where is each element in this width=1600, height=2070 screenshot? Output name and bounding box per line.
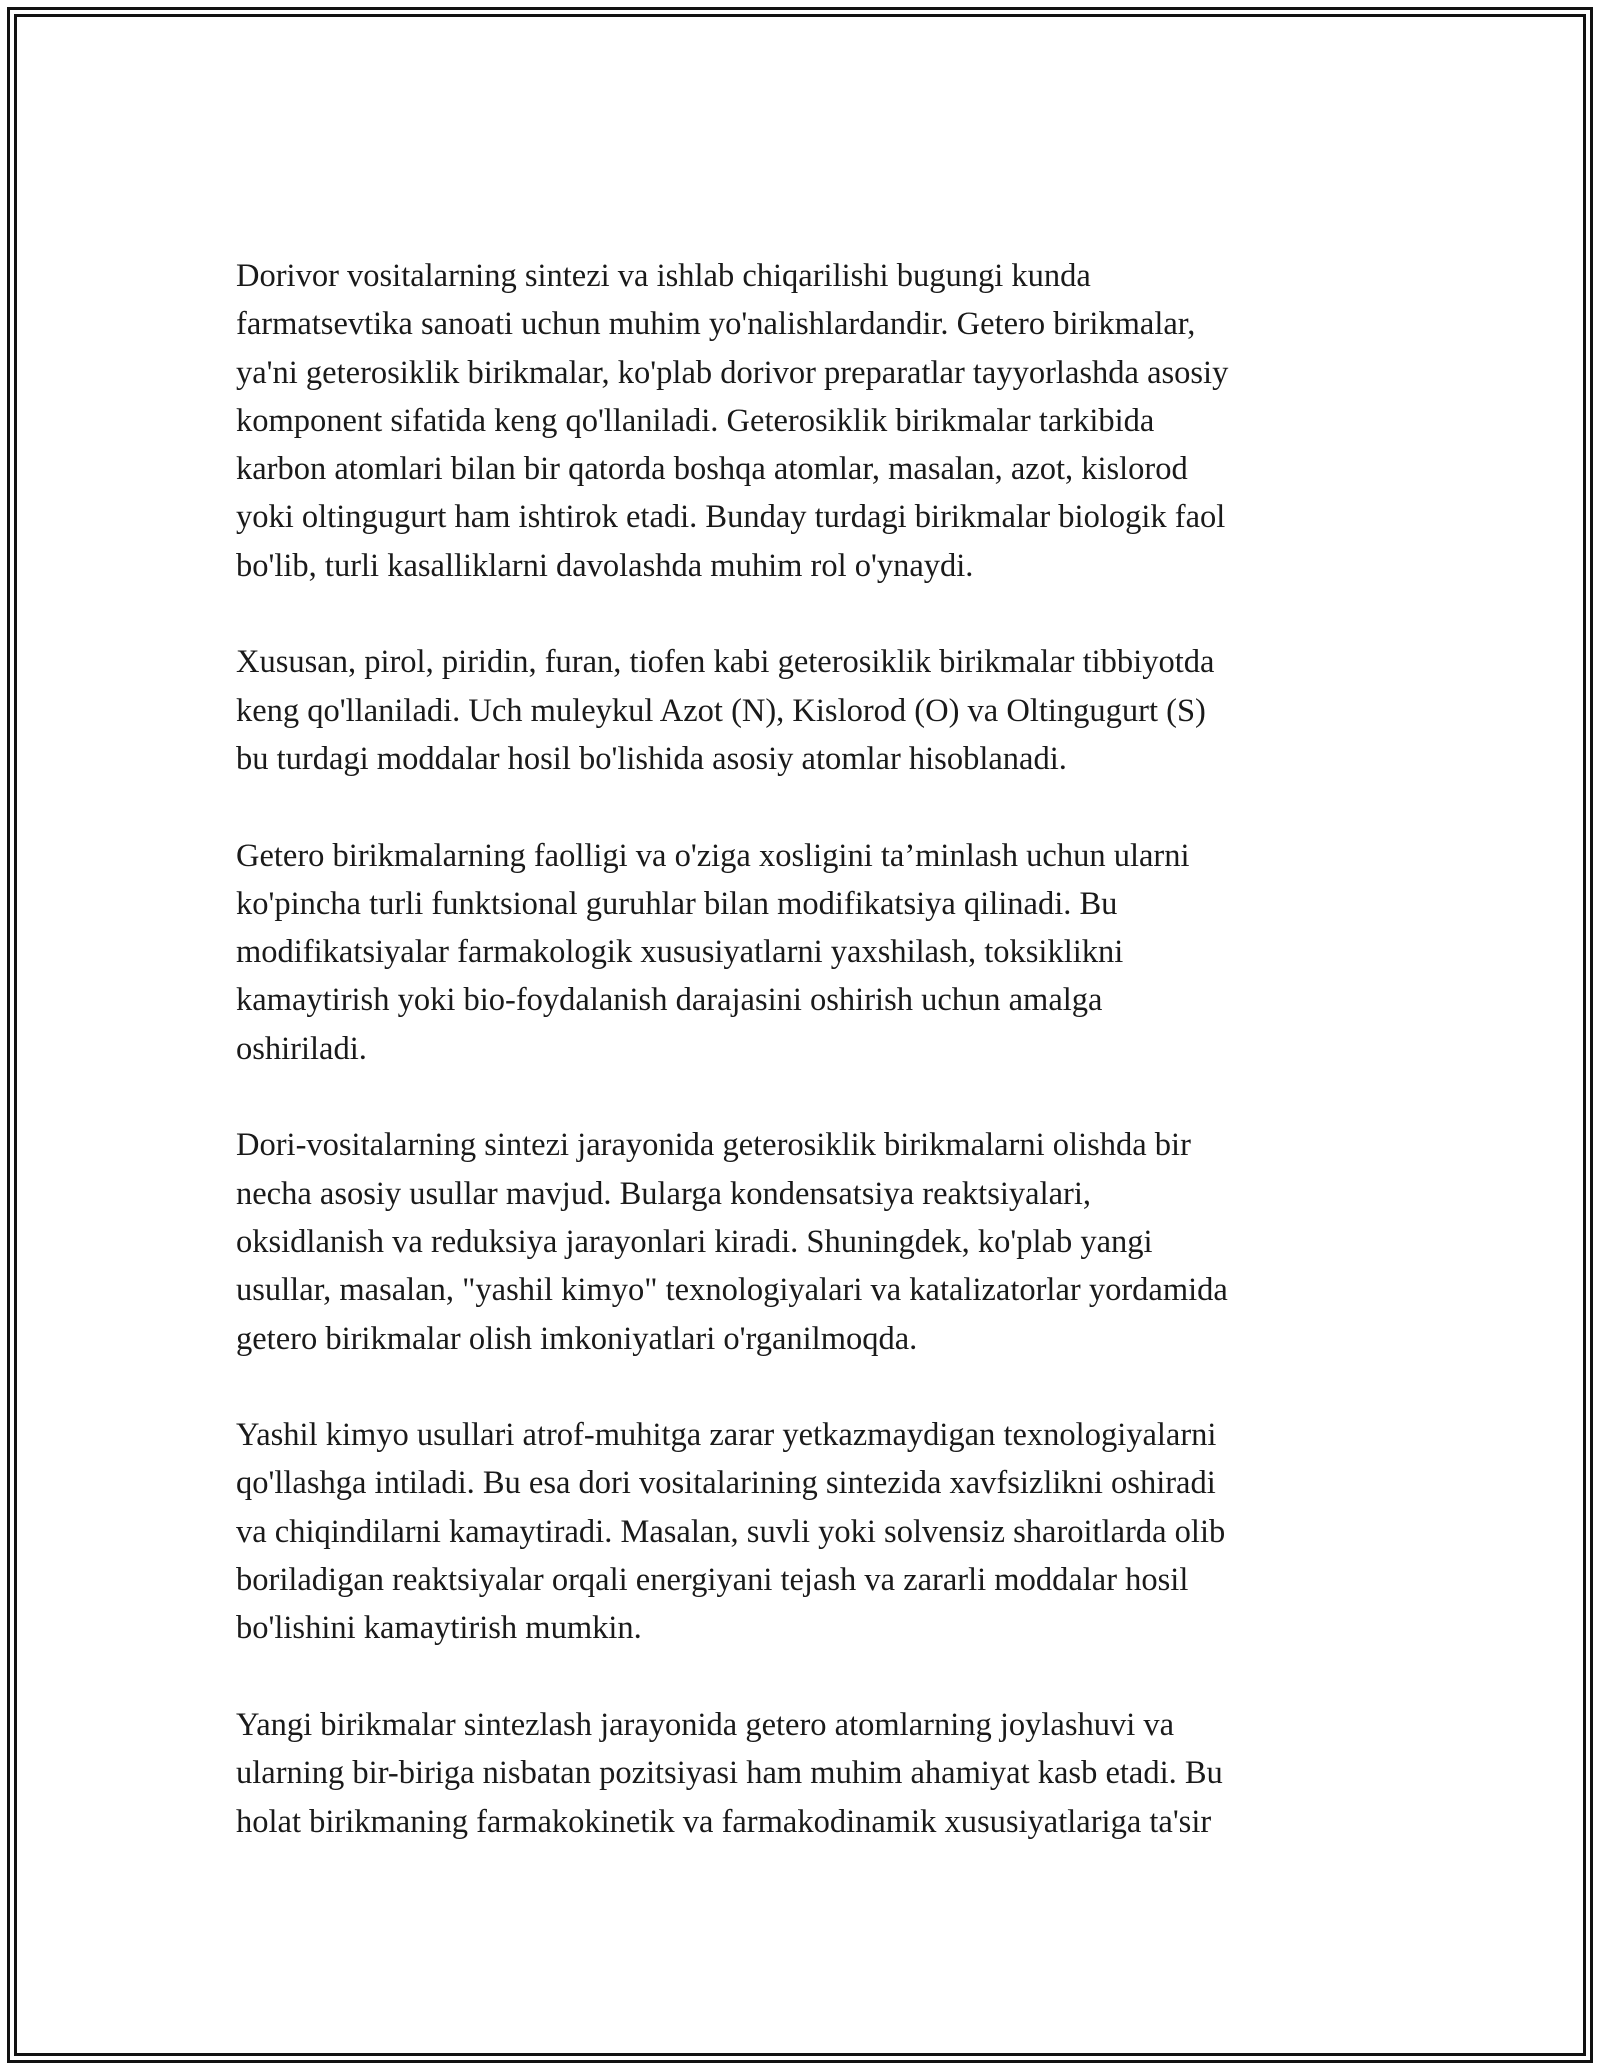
- text-line: ya'ni geterosiklik birikmalar, ko'plab dorivor preparatlar tayyorlashda asosiy: [236, 354, 1229, 391]
- text-line: kamaytirish yoki bio-foydalanish darajasini oshirish uchun amalga: [236, 982, 1103, 1019]
- paragraph-2: [236, 638, 1376, 783]
- text-line: ularning bir-biriga nisbatan pozitsiyasi ham muhim ahamiyat kasb etadi. Bu: [236, 1755, 1223, 1792]
- text-line: keng qo'llaniladi. Uch muleykul Azot (N), Kislorod (O) va Oltingugurt (S): [236, 692, 1206, 729]
- text-line: oksidlanish va reduksiya jarayonlari kiradi. Shuningdek, ko'plab yangi: [236, 1223, 1153, 1260]
- text-line: va chiqindilarni kamaytiradi. Masalan, suvli yoki solvensiz sharoitlarda olib: [236, 1513, 1226, 1550]
- text-line: ko'pincha turli funktsional guruhlar bilan modifikatsiya qilinadi. Bu: [236, 885, 1118, 922]
- text-line: karbon atomlari bilan bir qatorda boshqa atomlar, masalan, azot, kislorod: [236, 451, 1188, 488]
- text-line: getero birikmalar olish imkoniyatlari o'rganilmoqda.: [236, 1320, 918, 1357]
- text-line: Yangi birikmalar sintezlash jarayonida getero atomlarning joylashuvi va: [236, 1706, 1175, 1743]
- text-line: bu turdagi moddalar hosil bo'lishida asosiy atomlar hisoblanadi.: [236, 740, 1067, 777]
- text-line: farmatsevtika sanoati uchun muhim yo'nalishlardandir. Getero birikmalar,: [236, 306, 1196, 343]
- text-line: usullar, masalan, "yashil kimyo" texnologiyalari va katalizatorlar yordamida: [236, 1272, 1228, 1309]
- text-line: oshiriladi.: [236, 1030, 367, 1067]
- document-body: [236, 252, 1376, 1846]
- paragraph-3: [236, 832, 1376, 1073]
- text-line: Xususan, pirol, piridin, furan, tiofen kabi geterosiklik birikmalar tibbiyotda: [236, 644, 1215, 681]
- text-line: Dorivor vositalarning sintezi va ishlab chiqarilishi bugungi kunda: [236, 258, 1091, 294]
- text-line: Getero birikmalarning faolligi va o'ziga xosligini ta’minlash uchun ularni: [236, 837, 1190, 874]
- text-line: modifikatsiyalar farmakologik xususiyatlarni yaxshilash, toksiklikni: [236, 934, 1124, 971]
- text-line: qo'llashga intiladi. Bu esa dori vositalarining sintezida xavfsizlikni oshiradi: [236, 1465, 1216, 1502]
- text-line: holat birikmaning farmakokinetik va farmakodinamik xususiyatlariga ta'sir: [236, 1803, 1212, 1840]
- text-line: necha asosiy usullar mavjud. Bularga kondensatsiya reaktsiyalari,: [236, 1175, 1091, 1212]
- text-line: boriladigan reaktsiyalar orqali energiyani tejash va zararli moddalar hosil: [236, 1562, 1189, 1599]
- text-line: Dori-vositalarning sintezi jarayonida geterosiklik birikmalarni olishda bir: [236, 1127, 1191, 1164]
- paragraph-6: [236, 1701, 1376, 1846]
- text-line: bo'lib, turli kasalliklarni davolashda muhim rol o'ynaydi.: [236, 547, 974, 584]
- paragraph-1: [236, 252, 1376, 590]
- paragraph-4: [236, 1121, 1376, 1362]
- text-line: bo'lishini kamaytirish mumkin.: [236, 1610, 642, 1647]
- text-line: Yashil kimyo usullari atrof-muhitga zarar yetkazmaydigan texnologiyalarni: [236, 1417, 1217, 1454]
- text-line: yoki oltingugurt ham ishtirok etadi. Bunday turdagi birikmalar biologik faol: [236, 499, 1226, 536]
- text-line: komponent sifatida keng qo'llaniladi. Geterosiklik birikmalar tarkibida: [236, 402, 1155, 439]
- paragraph-5: [236, 1411, 1376, 1652]
